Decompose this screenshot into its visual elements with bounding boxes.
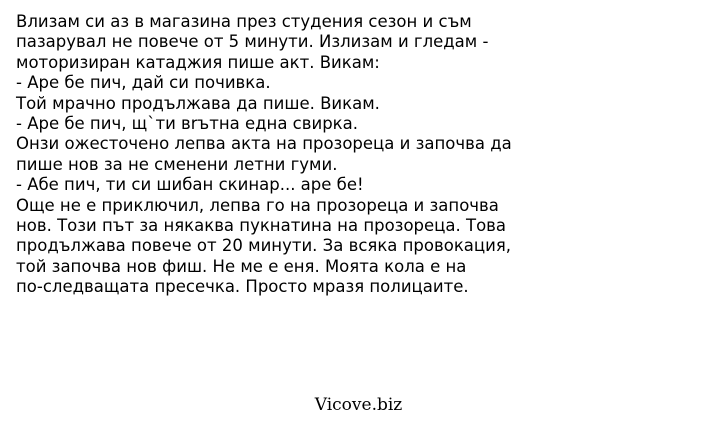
- joke-line: Още не е приключил, лепва го на прозореца и започва: [16, 195, 499, 215]
- joke-line: - Аре бе пич, щ`ти вrътна една свирка.: [16, 113, 358, 133]
- joke-line: Онзи ожесточено лепва акта на прозореца и започва да: [16, 134, 512, 154]
- site-watermark: Vicove.biz: [314, 395, 403, 415]
- joke-line: нов. Този път за някаква пукнатина на прозореца. Това: [16, 215, 507, 235]
- joke-line: моторизиран катаджия пише акт. Викам:: [16, 52, 380, 72]
- joke-line: по-следващата пресечка. Просто мразя полицаите.: [16, 277, 469, 297]
- joke-line: той започва нов фиш. Не ме е еня. Моята кола е на: [16, 256, 467, 276]
- joke-line: Влизам си аз в магазина през студения сезон и съм: [16, 12, 472, 31]
- joke-line: пазарувал не повече от 5 минути. Излизам и гледам -: [16, 32, 489, 52]
- joke-text: [16, 12, 706, 297]
- joke-line: - Абе пич, ти си шибан скинар... аре бе!: [16, 175, 364, 195]
- joke-line: - Аре бе пич, дай си почивка.: [16, 73, 271, 93]
- joke-line: пише нов за не сменени летни гуми.: [16, 154, 338, 174]
- joke-line: продължава повече от 20 минути. За всяка провокация,: [16, 236, 512, 256]
- joke-line: Той мрачно продължава да пише. Викам.: [16, 93, 380, 113]
